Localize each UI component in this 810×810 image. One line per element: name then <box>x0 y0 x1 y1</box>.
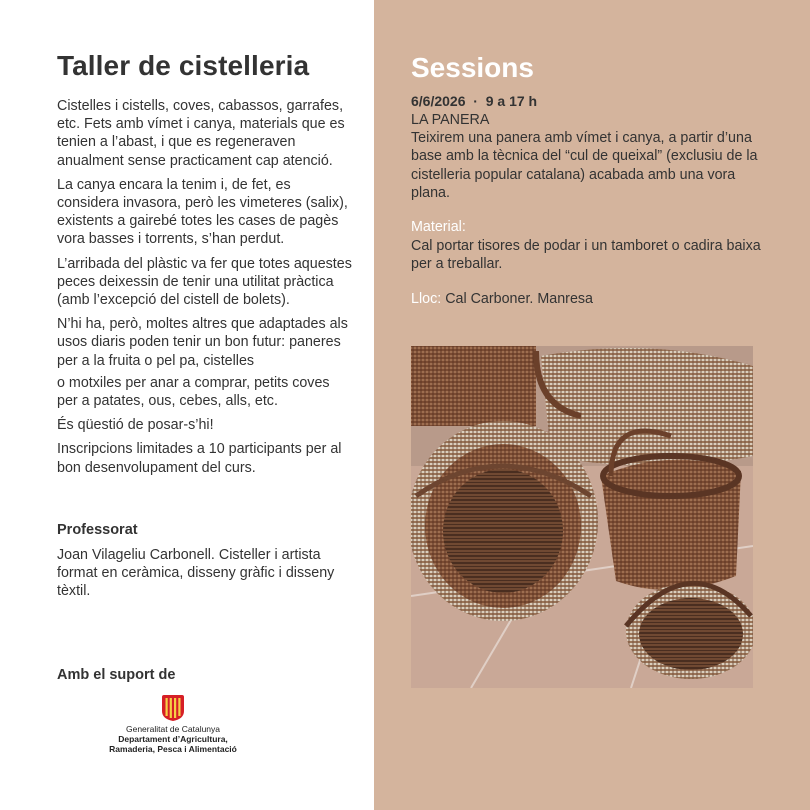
description <box>57 97 353 483</box>
logo-line-3: Ramaderia, Pesca i Alimentació <box>109 744 237 754</box>
material-text: Cal portar tisores de podar i un tamboret o cadira baixa per a treballar. <box>411 238 761 273</box>
paragraph: Inscripcions limitades a 10 participants per al bon desenvolupament del curs. <box>57 441 342 476</box>
logo-line-2: Departament d’Agricultura, <box>118 734 228 744</box>
location-label: Lloc: <box>411 291 442 307</box>
paragraph: o motxiles per anar a comprar, petits coves per a patates, ous, cebes, alls, etc. <box>57 374 330 410</box>
logo-line-1: Generalitat de Catalunya <box>125 724 221 734</box>
session-details <box>411 111 771 202</box>
baskets-illustration <box>411 346 753 688</box>
left-column <box>0 0 374 810</box>
paragraph: És qüestió de posar-s’hi! <box>57 417 214 434</box>
wicker-baskets-photo <box>411 346 753 688</box>
material-label: Material: <box>411 219 466 235</box>
session-name: LA PANERA <box>411 112 490 128</box>
professorat-text: Joan Vilageliu Carbonell. Cisteller i artista format en ceràmica, disseny gràfic i disseny tèxtil. <box>57 547 335 600</box>
paragraph: Cistelles i cistells, coves, cabassos, garrafes, etc. Fets amb vímet i canya, materials que es tenien a l’abast, i que es regeneraven anualment sense practicament cap atenció. <box>57 98 345 169</box>
location-value: Cal Carboner. Manresa <box>445 291 593 307</box>
generalitat-shield-icon <box>160 694 186 722</box>
sessions-title: Sessions <box>411 52 534 83</box>
right-column <box>374 0 810 810</box>
support-heading: Amb el suport de <box>57 667 176 683</box>
paragraph: L’arribada del plàstic va fer que totes aquestes peces deixessin de tenir una utilitat pràctica (amb l’excepció del cistell de bolets). <box>57 255 352 309</box>
generalitat-logo <box>90 694 256 754</box>
workshop-title: Taller de cistelleria <box>57 50 310 81</box>
session-description: Teixirem una panera amb vímet i canya, a partir d’una base amb la tècnica del “cul de queixal” (exclusiu de la cistelleria popular catalana) acabada amb una vora plana. <box>411 130 758 201</box>
location <box>411 291 593 307</box>
professorat-heading: Professorat <box>57 522 138 538</box>
session-date: 6/6/2026 · 9 a 17 h <box>411 93 538 109</box>
paragraph: La canya encara la tenim i, de fet, es considera invasora, però les vimeteres (salix), existents a gairebé totes les cases de pagès vora basses i torrents, s’han perdut. <box>57 176 348 248</box>
paragraph: N’hi ha, però, moltes altres que adaptades als usos diaris poden tenir un bon futur: paneres per a la fruita o pel pa, cistelles <box>57 316 348 369</box>
